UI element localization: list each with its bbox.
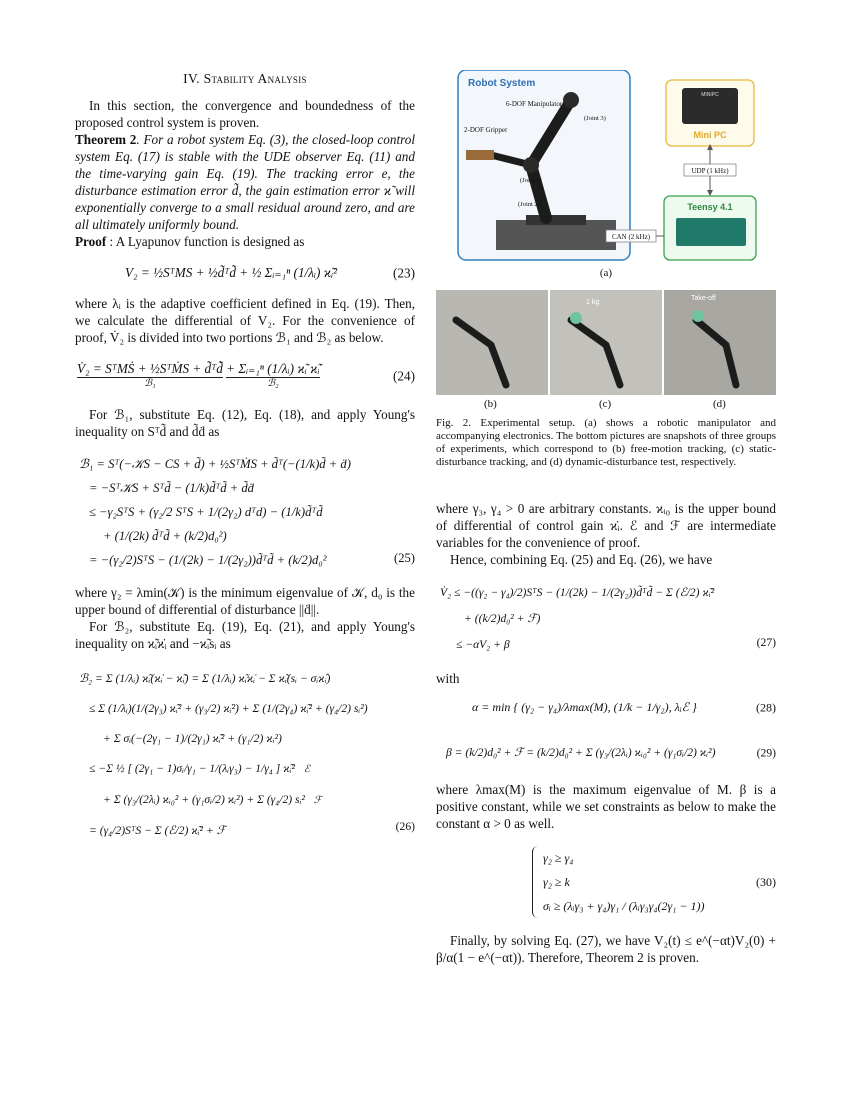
theorem-text: . For a robot system Eq. (3), the closed-loop control system Eq. (17) is stable with the UDE observer Eq. (11) and the time-varying gain Eq. (19). The tracking error e, the disturbance estimation error d̃, the gain estimation error ϰ̃ will exponentially converge to a small residual around zero, and are all ultimately uniformly bound. xyxy=(75,132,416,232)
equation-29-number: (29) xyxy=(756,746,776,759)
equation-30 xyxy=(436,846,776,918)
teensy-label: Teensy 4.1 xyxy=(687,202,733,212)
left-column xyxy=(75,70,415,858)
equation-29-body: β = (k/2)d₀² + ℱ = (k/2)d₀² + Σ (γ₃/(2λᵢ) ϰᵢ₀² + (γ₁σᵢ/2) ϰᵢ²) xyxy=(446,746,716,759)
paragraph-constants: where γ₃, γ₄ > 0 are arbitrary constants. ϰᵢ₀ is the upper bound of differential of control gain ϰ̇ᵢ. ℰ and ℱ are intermediate variables for the convenience of proof. xyxy=(436,501,776,550)
proof-paragraph xyxy=(75,233,415,250)
equation-25-line: ℬ₁ = Sᵀ(−𝒦S − CS + d̃) + ½SᵀṀS + d̃ᵀ(−(1/k)d̃ + ḋ) xyxy=(79,457,351,471)
equation-25-line: + (1/(2k) d̃ᵀd̃ + (k/2)d₀²) xyxy=(103,529,227,543)
weight-ball xyxy=(570,312,582,324)
label-joint3: (Joint 3) xyxy=(584,115,606,122)
equation-24 xyxy=(75,360,415,392)
section-title: Stability Analysis xyxy=(203,71,307,86)
figure-2a-diagram xyxy=(436,70,776,280)
paragraph-gamma: where γ₂ = λmin(𝒦) is the minimum eigenvalue of 𝒦, d₀ is the upper bound of differential of disturbance ||ḋ||. xyxy=(75,585,415,617)
equation-26-line: + Σ σᵢ(−(2γ₁ − 1)/(2γ₁) ϰ̃ᵢ² + (γ₁/2) ϰᵢ²) xyxy=(103,732,282,745)
equation-26 xyxy=(75,664,415,846)
figure-2-photos xyxy=(436,290,776,395)
photo-b-label: (b) xyxy=(484,398,497,410)
paragraph-after-23: where λᵢ is the adaptive coefficient defined in Eq. (19). Then, we calculate the differential of V₂. For the convenience of proof, V̇₂ is divided into two portions ℬ₁ and ℬ₂ as below. xyxy=(75,296,415,345)
teensy-board xyxy=(676,218,746,246)
equation-30-line: σᵢ ≥ (λᵢγ₃ + γ₄)γ₁ / (λᵢγ₃γ₄(2γ₁ − 1)) xyxy=(543,899,705,913)
equation-28-body: α = min { (γ₂ − γ₄)/λmax(M), (1/k − 1/γ₂), λᵢℰ } xyxy=(472,700,697,714)
takeoff-ball xyxy=(692,310,704,322)
equation-24-label-b1: ℬ₁ xyxy=(144,378,156,389)
with-label: with xyxy=(436,671,460,686)
equation-27-line: + ((k/2)d₀² + ℱ) xyxy=(464,612,541,625)
equation-30-line: γ₂ ≥ k xyxy=(543,875,570,889)
equation-24-part2: + Σᵢ₌₁ⁿ (1/λᵢ) ϰ̃ᵢ ϰ̃̇ᵢ xyxy=(226,361,320,376)
equation-26-line: = (γ₄/2)SᵀS − Σ (ℰ/2) ϰ̃ᵢ² + ℱ xyxy=(89,824,226,837)
equation-25-number: (25) xyxy=(394,551,415,565)
photo-c-label: (c) xyxy=(599,398,612,410)
theorem-paragraph xyxy=(75,131,415,233)
equation-28 xyxy=(436,699,776,716)
equation-30-number: (30) xyxy=(756,875,776,889)
equation-26-line: ≤ Σ (1/λᵢ)(1/(2γ₃) ϰ̃ᵢ² + (γ₃/2) ϰ̇ᵢ²) + Σ (1/(2γ₄) ϰ̃ᵢ² + (γ₄/2) sᵢ²) xyxy=(89,702,368,715)
proof-text: : A Lyapunov function is designed as xyxy=(106,234,305,249)
paragraph-lambda: where λmax(M) is the maximum eigenvalue of M. β is a positive constant, while we set constraints as below to make the constant α > 0 as well. xyxy=(436,782,776,831)
theorem-label: Theorem 2 xyxy=(75,132,137,147)
section-heading xyxy=(75,70,415,87)
equation-24-label-b2: ℬ₂ xyxy=(267,378,279,389)
equation-26-f-term: + Σ (γ₃/(2λᵢ) ϰᵢ₀² + (γ₁σᵢ/2) ϰᵢ²) + Σ (γ₄/2) sᵢ² xyxy=(103,793,305,806)
photo-c-text: 1 kg xyxy=(586,299,600,306)
equation-26-label-f: ℱ xyxy=(313,795,322,806)
equation-26-line xyxy=(75,785,415,816)
equation-25-line: = −Sᵀ𝒦S + Sᵀd̃ − (1/k)d̃ᵀd̃ + d̃ḋ xyxy=(89,481,254,495)
photo-d-text: Take-off xyxy=(691,295,716,302)
photo-d-label: (d) xyxy=(713,398,726,410)
figure-2a-label: (a) xyxy=(599,267,613,279)
section-number: IV. xyxy=(183,71,200,86)
label-manipulator: 6-DOF Manipulator xyxy=(506,100,563,108)
joint-3 xyxy=(563,92,579,108)
gripper-shape xyxy=(466,150,494,160)
equation-26-label-e: ℰ xyxy=(303,764,310,775)
equation-23-number: (23) xyxy=(393,265,415,280)
equation-24-part1: V̇₂ = SᵀMṠ + ½SᵀṀS + d̃ᵀd̃̇ xyxy=(77,361,223,376)
equation-27-line: V̇₂ ≤ −((γ₂ − γ₄)/2)SᵀS − (1/(2k) − 1/(2γ₂))d̃ᵀd̃ − Σ (ℰ/2) ϰ̃ᵢ² xyxy=(440,586,715,599)
equation-23-body: V₂ = ½SᵀMS + ½d̃ᵀd̃ + ½ Σᵢ₌₁ⁿ (1/λᵢ) ϰ̃ᵢ² xyxy=(125,265,338,280)
equation-23 xyxy=(75,264,415,281)
paragraph-b1: For ℬ₁, substitute Eq. (12), Eq. (18), and apply Young's inequality on Sᵀd̃ and d̃ḋ as xyxy=(75,407,415,439)
figure-2-caption: Fig. 2. Experimental setup. (a) shows a robotic manipulator and accompanying electronics. The bottom pictures are snapshots of three groups of experiments, which correspond to (b) free-motion tracking, (c) static-disturbance tracking, and (d) dynamic-disturbance test, respectively. xyxy=(436,417,776,468)
label-gripper: 2-DOF Gripper xyxy=(464,126,508,134)
equation-27-number: (27) xyxy=(756,636,776,649)
equation-26-line xyxy=(75,754,415,785)
mini-pc-label: Mini PC xyxy=(693,130,727,140)
equation-27-line: ≤ −αV₂ + β xyxy=(456,638,510,651)
equation-26-number: (26) xyxy=(395,820,415,833)
equation-24-number: (24) xyxy=(393,368,415,384)
equation-25 xyxy=(75,452,415,572)
udp-label: UDP (1 kHz) xyxy=(691,167,729,175)
equation-29 xyxy=(436,744,776,761)
intro-paragraph: In this section, the convergence and boundedness of the proposed control system is proven. xyxy=(75,98,415,130)
mini-pc-badge: MINIPC xyxy=(701,92,719,98)
paragraph-b2: For ℬ₂, substitute Eq. (19), Eq. (21), and apply Young's inequality on ϰ̃ᵢϰ̇ᵢ and −ϰ̃ᵢsᵢ as xyxy=(75,619,415,651)
paragraph-combine: Hence, combining Eq. (25) and Eq. (26), we have xyxy=(450,552,713,567)
paragraph-final: Finally, by solving Eq. (27), we have V₂(t) ≤ e^(−αt)V₂(0) + β/α(1 − e^(−αt)). Therefore, Theorem 2 is proven. xyxy=(436,933,776,965)
right-column xyxy=(436,500,776,966)
equation-26-e-term: ≤ −Σ ½ [ (2γ₁ − 1)σᵢ/γ₁ − 1/(λᵢγ₃) − 1/γ₄ ] ϰ̃ᵢ² xyxy=(89,762,295,775)
equation-27 xyxy=(436,580,776,658)
equation-30-line: γ₂ ≥ γ₄ xyxy=(543,851,574,865)
robot-system-title: Robot System xyxy=(468,78,536,89)
proof-label: Proof xyxy=(75,234,107,249)
equation-28-number: (28) xyxy=(756,700,776,714)
label-joint5: (Joint 5) xyxy=(520,177,542,184)
equation-26-line: ℬ₂ = Σ (1/λᵢ) ϰ̃ᵢ(ϰ̇ᵢ − ϰ̃̇ᵢ) = Σ (1/λᵢ) ϰ̃ᵢϰ̇ᵢ − Σ ϰ̃ᵢ(sᵢ − σᵢϰ̂ᵢ) xyxy=(79,672,331,685)
can-label: CAN (2 kHz) xyxy=(611,233,651,241)
joint-5 xyxy=(523,157,539,173)
label-joint2: (Joint 2) xyxy=(518,201,540,208)
equation-25-line: = −(γ₂/2)SᵀS − (1/(2k) − 1/(2γ₂))d̃ᵀd̃ + (k/2)d₀² xyxy=(89,553,327,567)
equation-25-line: ≤ −γ₂SᵀS + (γ₂/2 SᵀS + 1/(2γ₂) dᵀd) − (1/k)d̃ᵀd̃ xyxy=(89,505,323,519)
